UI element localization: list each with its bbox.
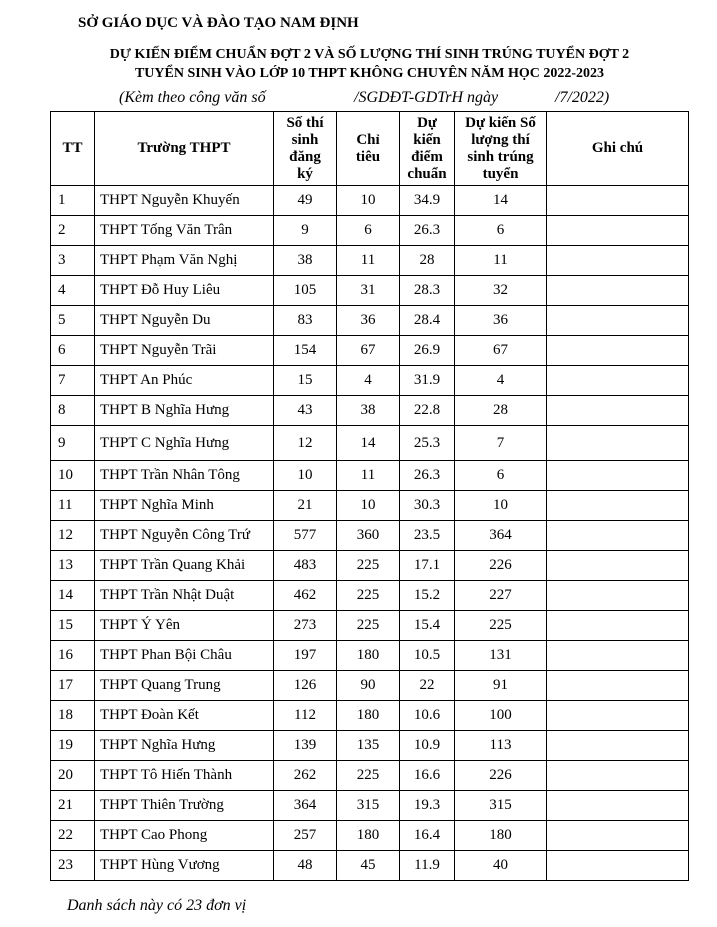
table-row <box>51 761 689 791</box>
cell-registered: 49 <box>274 186 337 216</box>
table-row <box>51 641 689 671</box>
column-header-tt: TT <box>51 112 95 186</box>
cell-quota: 180 <box>337 641 400 671</box>
cell-registered: 83 <box>274 306 337 336</box>
cell-school: THPT Tống Văn Trân <box>95 216 274 246</box>
cell-tt: 8 <box>51 396 95 426</box>
cell-note <box>547 521 689 551</box>
cell-school: THPT Nghĩa Hưng <box>95 731 274 761</box>
cell-tt: 6 <box>51 336 95 366</box>
cell-note <box>547 276 689 306</box>
cell-note <box>547 761 689 791</box>
cell-note <box>547 246 689 276</box>
cell-registered: 154 <box>274 336 337 366</box>
table-row <box>51 791 689 821</box>
cell-registered: 9 <box>274 216 337 246</box>
cell-tt: 18 <box>51 701 95 731</box>
cell-expected-score: 17.1 <box>400 551 455 581</box>
cell-note <box>547 426 689 461</box>
admission-table <box>50 111 689 881</box>
cell-expected-admitted: 11 <box>455 246 547 276</box>
cell-note <box>547 306 689 336</box>
cell-quota: 38 <box>337 396 400 426</box>
cell-school: THPT C Nghĩa Hưng <box>95 426 274 461</box>
table-row <box>51 491 689 521</box>
cell-expected-score: 28.3 <box>400 276 455 306</box>
column-header-expected-score: Dự kiến điểm chuẩn <box>400 112 455 186</box>
table-row <box>51 701 689 731</box>
reference-note-part-3: /7/2022) <box>555 89 610 106</box>
cell-quota: 14 <box>337 426 400 461</box>
footer-summary: Danh sách này có 23 đơn vị <box>67 897 247 914</box>
cell-tt: 21 <box>51 791 95 821</box>
table-header-row <box>51 112 689 186</box>
cell-note <box>547 551 689 581</box>
cell-note <box>547 731 689 761</box>
table-row <box>51 306 689 336</box>
table-row <box>51 821 689 851</box>
cell-quota: 11 <box>337 461 400 491</box>
cell-quota: 45 <box>337 851 400 881</box>
cell-registered: 21 <box>274 491 337 521</box>
column-header-registered: Số thí sinh đăng ký <box>274 112 337 186</box>
cell-note <box>547 216 689 246</box>
cell-school: THPT Trần Nhật Duật <box>95 581 274 611</box>
cell-registered: 105 <box>274 276 337 306</box>
cell-expected-score: 23.5 <box>400 521 455 551</box>
cell-school: THPT Phan Bội Châu <box>95 641 274 671</box>
cell-expected-admitted: 226 <box>455 551 547 581</box>
cell-school: THPT An Phúc <box>95 366 274 396</box>
cell-tt: 9 <box>51 426 95 461</box>
cell-tt: 16 <box>51 641 95 671</box>
cell-expected-score: 11.9 <box>400 851 455 881</box>
cell-note <box>547 701 689 731</box>
cell-tt: 10 <box>51 461 95 491</box>
cell-note <box>547 186 689 216</box>
cell-expected-admitted: 28 <box>455 396 547 426</box>
cell-school: THPT Nguyễn Khuyến <box>95 186 274 216</box>
cell-expected-admitted: 6 <box>455 216 547 246</box>
cell-registered: 139 <box>274 731 337 761</box>
cell-registered: 483 <box>274 551 337 581</box>
cell-registered: 112 <box>274 701 337 731</box>
cell-tt: 15 <box>51 611 95 641</box>
cell-school: THPT Thiên Trường <box>95 791 274 821</box>
cell-quota: 36 <box>337 306 400 336</box>
table-row <box>51 581 689 611</box>
cell-expected-admitted: 131 <box>455 641 547 671</box>
cell-expected-score: 26.9 <box>400 336 455 366</box>
cell-school: THPT Ý Yên <box>95 611 274 641</box>
cell-school: THPT Tô Hiến Thành <box>95 761 274 791</box>
cell-expected-score: 26.3 <box>400 216 455 246</box>
cell-tt: 12 <box>51 521 95 551</box>
column-header-expected-admitted: Dự kiến Số lượng thí sinh trúng tuyển <box>455 112 547 186</box>
cell-expected-score: 28 <box>400 246 455 276</box>
column-header-quota: Chỉ tiêu <box>337 112 400 186</box>
cell-school: THPT Nguyễn Trãi <box>95 336 274 366</box>
cell-note <box>547 461 689 491</box>
cell-expected-admitted: 315 <box>455 791 547 821</box>
table-row <box>51 521 689 551</box>
cell-tt: 13 <box>51 551 95 581</box>
cell-registered: 262 <box>274 761 337 791</box>
cell-expected-score: 22 <box>400 671 455 701</box>
cell-school: THPT Phạm Văn Nghị <box>95 246 274 276</box>
table-row <box>51 426 689 461</box>
cell-quota: 225 <box>337 611 400 641</box>
column-header-note: Ghi chú <box>547 112 689 186</box>
cell-registered: 12 <box>274 426 337 461</box>
table-row <box>51 396 689 426</box>
cell-school: THPT Quang Trung <box>95 671 274 701</box>
cell-expected-score: 16.6 <box>400 761 455 791</box>
table-row <box>51 366 689 396</box>
cell-quota: 360 <box>337 521 400 551</box>
cell-expected-admitted: 100 <box>455 701 547 731</box>
cell-expected-admitted: 10 <box>455 491 547 521</box>
cell-tt: 14 <box>51 581 95 611</box>
cell-note <box>547 336 689 366</box>
cell-registered: 126 <box>274 671 337 701</box>
cell-registered: 38 <box>274 246 337 276</box>
cell-expected-admitted: 180 <box>455 821 547 851</box>
cell-registered: 10 <box>274 461 337 491</box>
cell-note <box>547 851 689 881</box>
cell-quota: 315 <box>337 791 400 821</box>
cell-tt: 20 <box>51 761 95 791</box>
cell-expected-score: 31.9 <box>400 366 455 396</box>
cell-registered: 15 <box>274 366 337 396</box>
cell-quota: 225 <box>337 761 400 791</box>
document-title-line-2: TUYỂN SINH VÀO LỚP 10 THPT KHÔNG CHUYÊN NĂM HỌC 2022-2023 <box>134 66 605 81</box>
cell-registered: 257 <box>274 821 337 851</box>
cell-tt: 22 <box>51 821 95 851</box>
cell-note <box>547 396 689 426</box>
cell-quota: 225 <box>337 551 400 581</box>
table-row <box>51 186 689 216</box>
cell-expected-score: 28.4 <box>400 306 455 336</box>
cell-expected-score: 25.3 <box>400 426 455 461</box>
cell-expected-admitted: 225 <box>455 611 547 641</box>
cell-quota: 10 <box>337 491 400 521</box>
cell-note <box>547 366 689 396</box>
cell-tt: 1 <box>51 186 95 216</box>
cell-registered: 577 <box>274 521 337 551</box>
table-row <box>51 246 689 276</box>
table-row <box>51 336 689 366</box>
cell-quota: 180 <box>337 821 400 851</box>
cell-tt: 3 <box>51 246 95 276</box>
cell-school: THPT Trần Quang Khải <box>95 551 274 581</box>
cell-tt: 19 <box>51 731 95 761</box>
cell-school: THPT Nguyễn Công Trứ <box>95 521 274 551</box>
cell-expected-score: 10.6 <box>400 701 455 731</box>
table-row <box>51 851 689 881</box>
cell-expected-admitted: 227 <box>455 581 547 611</box>
column-header-school: Trường THPT <box>95 112 274 186</box>
reference-note-part-2: /SGDĐT-GDTrH ngày <box>354 89 499 106</box>
cell-tt: 17 <box>51 671 95 701</box>
cell-tt: 2 <box>51 216 95 246</box>
cell-expected-admitted: 6 <box>455 461 547 491</box>
cell-expected-score: 34.9 <box>400 186 455 216</box>
cell-registered: 462 <box>274 581 337 611</box>
cell-registered: 197 <box>274 641 337 671</box>
cell-expected-admitted: 113 <box>455 731 547 761</box>
cell-school: THPT Cao Phong <box>95 821 274 851</box>
cell-tt: 5 <box>51 306 95 336</box>
cell-tt: 4 <box>51 276 95 306</box>
cell-expected-score: 26.3 <box>400 461 455 491</box>
cell-expected-admitted: 91 <box>455 671 547 701</box>
cell-quota: 11 <box>337 246 400 276</box>
cell-expected-score: 16.4 <box>400 821 455 851</box>
cell-quota: 4 <box>337 366 400 396</box>
cell-note <box>547 641 689 671</box>
table-row <box>51 461 689 491</box>
cell-tt: 11 <box>51 491 95 521</box>
cell-note <box>547 611 689 641</box>
cell-expected-admitted: 67 <box>455 336 547 366</box>
table-row <box>51 671 689 701</box>
cell-expected-admitted: 32 <box>455 276 547 306</box>
cell-registered: 43 <box>274 396 337 426</box>
cell-school: THPT Nghĩa Minh <box>95 491 274 521</box>
cell-expected-admitted: 226 <box>455 761 547 791</box>
cell-expected-score: 19.3 <box>400 791 455 821</box>
cell-registered: 273 <box>274 611 337 641</box>
reference-note-part-1: (Kèm theo công văn số <box>119 89 266 106</box>
table-row <box>51 731 689 761</box>
cell-note <box>547 671 689 701</box>
cell-quota: 135 <box>337 731 400 761</box>
cell-registered: 364 <box>274 791 337 821</box>
cell-school: THPT Đỗ Huy Liêu <box>95 276 274 306</box>
cell-registered: 48 <box>274 851 337 881</box>
department-name: SỞ GIÁO DỤC VÀ ĐÀO TẠO NAM ĐỊNH <box>78 15 359 31</box>
cell-quota: 6 <box>337 216 400 246</box>
table-row <box>51 216 689 246</box>
cell-quota: 67 <box>337 336 400 366</box>
cell-expected-score: 22.8 <box>400 396 455 426</box>
cell-tt: 7 <box>51 366 95 396</box>
cell-school: THPT Trần Nhân Tông <box>95 461 274 491</box>
cell-expected-score: 30.3 <box>400 491 455 521</box>
cell-quota: 225 <box>337 581 400 611</box>
cell-school: THPT Đoàn Kết <box>95 701 274 731</box>
cell-quota: 31 <box>337 276 400 306</box>
cell-expected-score: 15.2 <box>400 581 455 611</box>
cell-expected-admitted: 40 <box>455 851 547 881</box>
cell-quota: 90 <box>337 671 400 701</box>
cell-expected-admitted: 7 <box>455 426 547 461</box>
cell-tt: 23 <box>51 851 95 881</box>
cell-note <box>547 581 689 611</box>
cell-expected-score: 10.5 <box>400 641 455 671</box>
cell-note <box>547 491 689 521</box>
cell-note <box>547 791 689 821</box>
cell-expected-score: 10.9 <box>400 731 455 761</box>
cell-quota: 180 <box>337 701 400 731</box>
cell-expected-admitted: 36 <box>455 306 547 336</box>
document-title-line-1: DỰ KIẾN ĐIỂM CHUẨN ĐỢT 2 VÀ SỐ LƯỢNG THÍ SINH TRÚNG TUYỂN ĐỢT 2 <box>109 47 630 62</box>
cell-school: THPT Nguyễn Du <box>95 306 274 336</box>
table-row <box>51 276 689 306</box>
cell-expected-admitted: 14 <box>455 186 547 216</box>
cell-school: THPT B Nghĩa Hưng <box>95 396 274 426</box>
cell-school: THPT Hùng Vương <box>95 851 274 881</box>
cell-expected-admitted: 4 <box>455 366 547 396</box>
cell-expected-score: 15.4 <box>400 611 455 641</box>
cell-expected-admitted: 364 <box>455 521 547 551</box>
table-row <box>51 611 689 641</box>
cell-note <box>547 821 689 851</box>
cell-quota: 10 <box>337 186 400 216</box>
table-row <box>51 551 689 581</box>
